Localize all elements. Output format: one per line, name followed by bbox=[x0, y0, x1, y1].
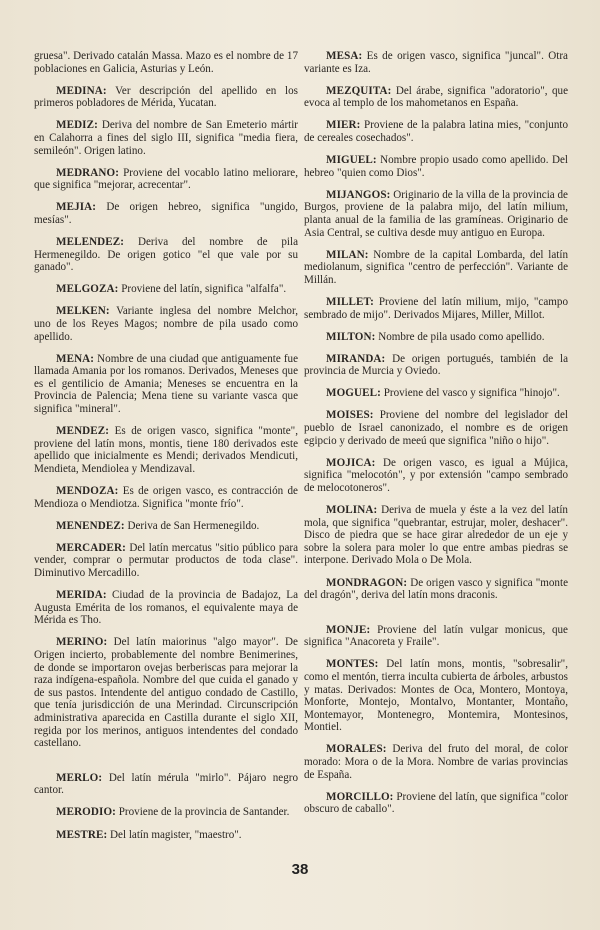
surname-entry bbox=[34, 353, 298, 416]
entry-headword: MIGUEL: bbox=[326, 154, 377, 167]
entry-text: Ver descripción del apellido en los primeros pobladores de Mérida, Yucatan. bbox=[34, 84, 299, 110]
surname-entry bbox=[34, 305, 298, 343]
surname-entry bbox=[304, 577, 568, 602]
surname-entry bbox=[34, 236, 298, 274]
entry-text: Deriva de San Hermenegildo. bbox=[127, 519, 260, 532]
entry-headword: MEZQUITA: bbox=[326, 84, 392, 97]
entry-headword: MORCILLO: bbox=[326, 790, 394, 803]
entry-headword: MERIDA: bbox=[56, 589, 107, 602]
surname-entry bbox=[34, 806, 298, 819]
surname-entry bbox=[304, 331, 568, 344]
entry-headword: MENA: bbox=[56, 352, 95, 365]
entry-headword: MENDOZA: bbox=[56, 485, 119, 498]
entry-headword: MESA: bbox=[326, 50, 363, 62]
surname-entry bbox=[304, 504, 568, 567]
surname-entry bbox=[34, 201, 298, 226]
entry-headword: MIER: bbox=[326, 119, 361, 132]
entry-text: Proviene del vocablo latino meliorare, que significa "mejorar, acrecentar". bbox=[34, 166, 298, 192]
entry-text: Nombre de la capital Lombarda, del latín mediolanum, significa "centro de perfección". Variante de Millán. bbox=[304, 248, 568, 286]
entry-text: Ciudad de la provincia de Badajoz, La Augusta Emérita de los romanos, el equivalente maya de Mérida es Tho. bbox=[34, 589, 298, 627]
surname-entry bbox=[304, 658, 568, 734]
surname-entry bbox=[34, 425, 298, 475]
entry-headword: MERLO: bbox=[56, 771, 103, 784]
entry-headword: MILAN: bbox=[326, 248, 369, 261]
entry-text: Deriva del fruto del moral, de color morado: Mora o de la Mora. Nombre de varias provincias de España. bbox=[304, 743, 568, 781]
entry-text: Nombre de pila usado como apellido. bbox=[378, 330, 545, 343]
entry-text: De origen vasco, es igual a Mújica, significa "melocotón", y por extensión "campo sembrado de melocotoneros". bbox=[304, 456, 568, 494]
entry-headword: MONDRAGON: bbox=[326, 576, 408, 589]
entry-text: De origen hebreo, significa "ungido, mesías". bbox=[34, 201, 298, 226]
entry-headword: MOISES: bbox=[326, 409, 374, 422]
entry-text: Nombre propio usado como apellido. Del hebreo "quien como Dios". bbox=[304, 154, 568, 179]
surname-entry bbox=[34, 829, 298, 842]
entry-text: Originario de la villa de la provincia de Burgos, proviene de la palabra mijo, del latín milium, planta anual de la familia de las gramíneas. Originario de Asia Central, se cultiva desde muy antiguo en Europa. bbox=[304, 188, 568, 239]
entry-headword: MERINO: bbox=[56, 636, 108, 649]
surname-entry bbox=[34, 167, 298, 192]
entry-headword: MIRANDA: bbox=[326, 352, 386, 365]
surname-entry bbox=[34, 636, 298, 749]
entry-text: De origen vasco y significa "monte del dragón", deriva del latín mons draconis. bbox=[304, 576, 568, 602]
entry-headword: MERODIO: bbox=[56, 806, 116, 819]
entry-text: Es de origen vasco, es contracción de Mendioza o Mendiotza. Significa "monte frío". bbox=[34, 485, 298, 510]
entry-text: Del latín mercatus "sitio público para vender, comprar o permutar productos de toda clase". Diminutivo Mercadillo. bbox=[34, 541, 298, 579]
surname-entry bbox=[304, 50, 568, 75]
surname-entry bbox=[304, 743, 568, 781]
surname-entry bbox=[304, 624, 568, 649]
entry-headword: MOJICA: bbox=[326, 456, 376, 469]
entry-headword: MEJIA: bbox=[56, 201, 97, 214]
entry-text: Deriva de muela y éste a la vez del latín mola, que significa "quebrantar, estrujar, moler, deshacer". Disco de piedra que se hace girar alrededor de un eje y sobre la solera para moler lo que entre ambas piedras se interpone. Derivado Mola o De Mola. bbox=[304, 504, 568, 567]
entry-text: gruesa". Derivado catalán Massa. Mazo es el nombre de 17 poblaciones en Galicia, Asturias y León. bbox=[34, 50, 298, 75]
surname-entry bbox=[304, 296, 568, 321]
entry-text: Proviene del vasco y significa "hinojo". bbox=[383, 387, 560, 400]
page-number: 38 bbox=[291, 861, 309, 878]
surname-entry bbox=[34, 50, 298, 75]
entry-text: Del latín magister, "maestro". bbox=[110, 828, 242, 841]
entry-text: Proviene de la palabra latina mies, "conjunto de cereales cosechados". bbox=[304, 119, 568, 144]
entry-text: Proviene del latín, significa "alfalfa". bbox=[121, 283, 287, 296]
entry-headword: MELENDEZ: bbox=[56, 236, 125, 249]
entry-text: Del latín mérula "mirlo". Pájaro negro cantor. bbox=[34, 771, 298, 797]
entry-text: Del latín mons, montis, "sobresalir", como el mentón, tierra inculta cubierta de árboles, arbustos y matas. Derivados: Montes de Oca, Montero, Montoya, Monforte, Montejo, Montalvo, Montanter, Montaño, Montemayor, Montenegro, Montemira, Montesinos, Montiel. bbox=[304, 658, 568, 734]
entry-text: Del árabe, significa "adoratorio", que evoca al templo de los mahometanos en España. bbox=[304, 84, 568, 110]
surname-entry bbox=[34, 520, 298, 533]
surname-entry bbox=[304, 791, 568, 816]
surname-entry bbox=[34, 542, 298, 580]
entry-text: Proviene del latín vulgar monicus, que significa "Anacoreta y Fraile". bbox=[304, 623, 568, 649]
surname-entry bbox=[304, 353, 568, 378]
right-column bbox=[304, 50, 568, 825]
entry-text: Variante inglesa del nombre Melchor, uno de los Reyes Magos; nombre de pila usado como apellido. bbox=[34, 305, 299, 343]
surname-entry bbox=[34, 119, 298, 157]
surname-entry bbox=[304, 119, 568, 144]
entry-headword: MEDINA: bbox=[56, 84, 107, 97]
surname-entry bbox=[304, 387, 568, 400]
entry-headword: MONJE: bbox=[326, 623, 371, 636]
surname-entry bbox=[34, 283, 298, 296]
entry-headword: MORALES: bbox=[326, 743, 387, 756]
left-column bbox=[34, 50, 298, 851]
entry-text: Es de origen vasco, significa "juncal". Otra variante es Iza. bbox=[304, 50, 568, 75]
entry-text: Proviene del latín, que significa "color obscuro de caballo". bbox=[304, 790, 568, 816]
entry-text: Deriva del nombre de pila Hermenegildo. De origen gotico "el que vale por su ganado". bbox=[34, 236, 298, 274]
entry-text: Proviene de la provincia de Santander. bbox=[118, 806, 290, 819]
entry-headword: MELGOZA: bbox=[56, 283, 119, 296]
surname-entry bbox=[34, 589, 298, 627]
entry-headword: MILLET: bbox=[326, 295, 374, 308]
entry-text: Nombre de una ciudad que antiguamente fue llamada Amania por los romanos. Derivados, Meneses que es el gentilicio de Amania; Meneses se encuentra en la Provincia de Palencia; Mena tiene su variante vasca que significa "mineral". bbox=[34, 352, 298, 416]
entry-text: De origen portugués, también de la provincia de Murcia y Oviedo. bbox=[304, 352, 568, 378]
entry-headword: MOLINA: bbox=[326, 504, 378, 517]
entry-text: Del latín maiorinus "algo mayor". De Origen incierto, probablemente del nombre Benimerines, de donde se importaron ovejas berberiscas para mejorar la raza indígena-española. Nombre del que cuida el ganado y de sus pastos. Intendente del antiguo condado de Castillo, que tenía jurisdicción de una Merindad. Circunscripción administrativa aparecida en Castilla durante el siglo XII, regida por los merinos, antiguos intendentes del condado castellano. bbox=[34, 636, 298, 750]
entry-headword: MERCADER: bbox=[56, 541, 126, 554]
surname-entry bbox=[304, 249, 568, 287]
entry-headword: MILTON: bbox=[326, 330, 376, 343]
entry-text: Es de origen vasco, significa "monte", proviene del latín mons, montis, tiene 180 derivados este apellido que inicialmente es Mendi; derivados Mendicuti, Mendieta, Mendiolea y Mendizaval. bbox=[34, 425, 298, 475]
entry-text: Proviene del nombre del legislador del pueblo de Israel canonizado, el nombre es de origen egipcio y derivado de meeú que significa "niño o hijo". bbox=[304, 409, 568, 447]
entry-headword: MENDEZ: bbox=[56, 425, 110, 438]
surname-entry bbox=[304, 85, 568, 110]
surname-entry bbox=[34, 85, 298, 110]
entry-headword: MELKEN: bbox=[56, 305, 110, 318]
entry-text: Deriva del nombre de San Emeterio mártir en Calahorra a fines del siglo III, significa "media fiera, semileón". Origen latino. bbox=[34, 119, 298, 157]
entry-headword: MIJANGOS: bbox=[326, 188, 391, 201]
entry-headword: MEDIZ: bbox=[56, 119, 98, 132]
surname-entry bbox=[304, 457, 568, 495]
entry-headword: MESTRE: bbox=[56, 828, 108, 841]
surname-entry bbox=[34, 485, 298, 510]
surname-entry bbox=[304, 154, 568, 179]
entry-headword: MOGUEL: bbox=[326, 387, 381, 400]
entry-text: Proviene del latín milium, mijo, "campo sembrado de mijo". Derivados Mijares, Miller, Millot. bbox=[304, 295, 568, 321]
entry-headword: MONTES: bbox=[326, 658, 379, 671]
surname-entry bbox=[34, 772, 298, 797]
entry-headword: MEDRANO: bbox=[56, 166, 120, 179]
entry-headword: MENENDEZ: bbox=[56, 519, 125, 532]
surname-entry bbox=[304, 409, 568, 447]
surname-entry bbox=[304, 189, 568, 239]
